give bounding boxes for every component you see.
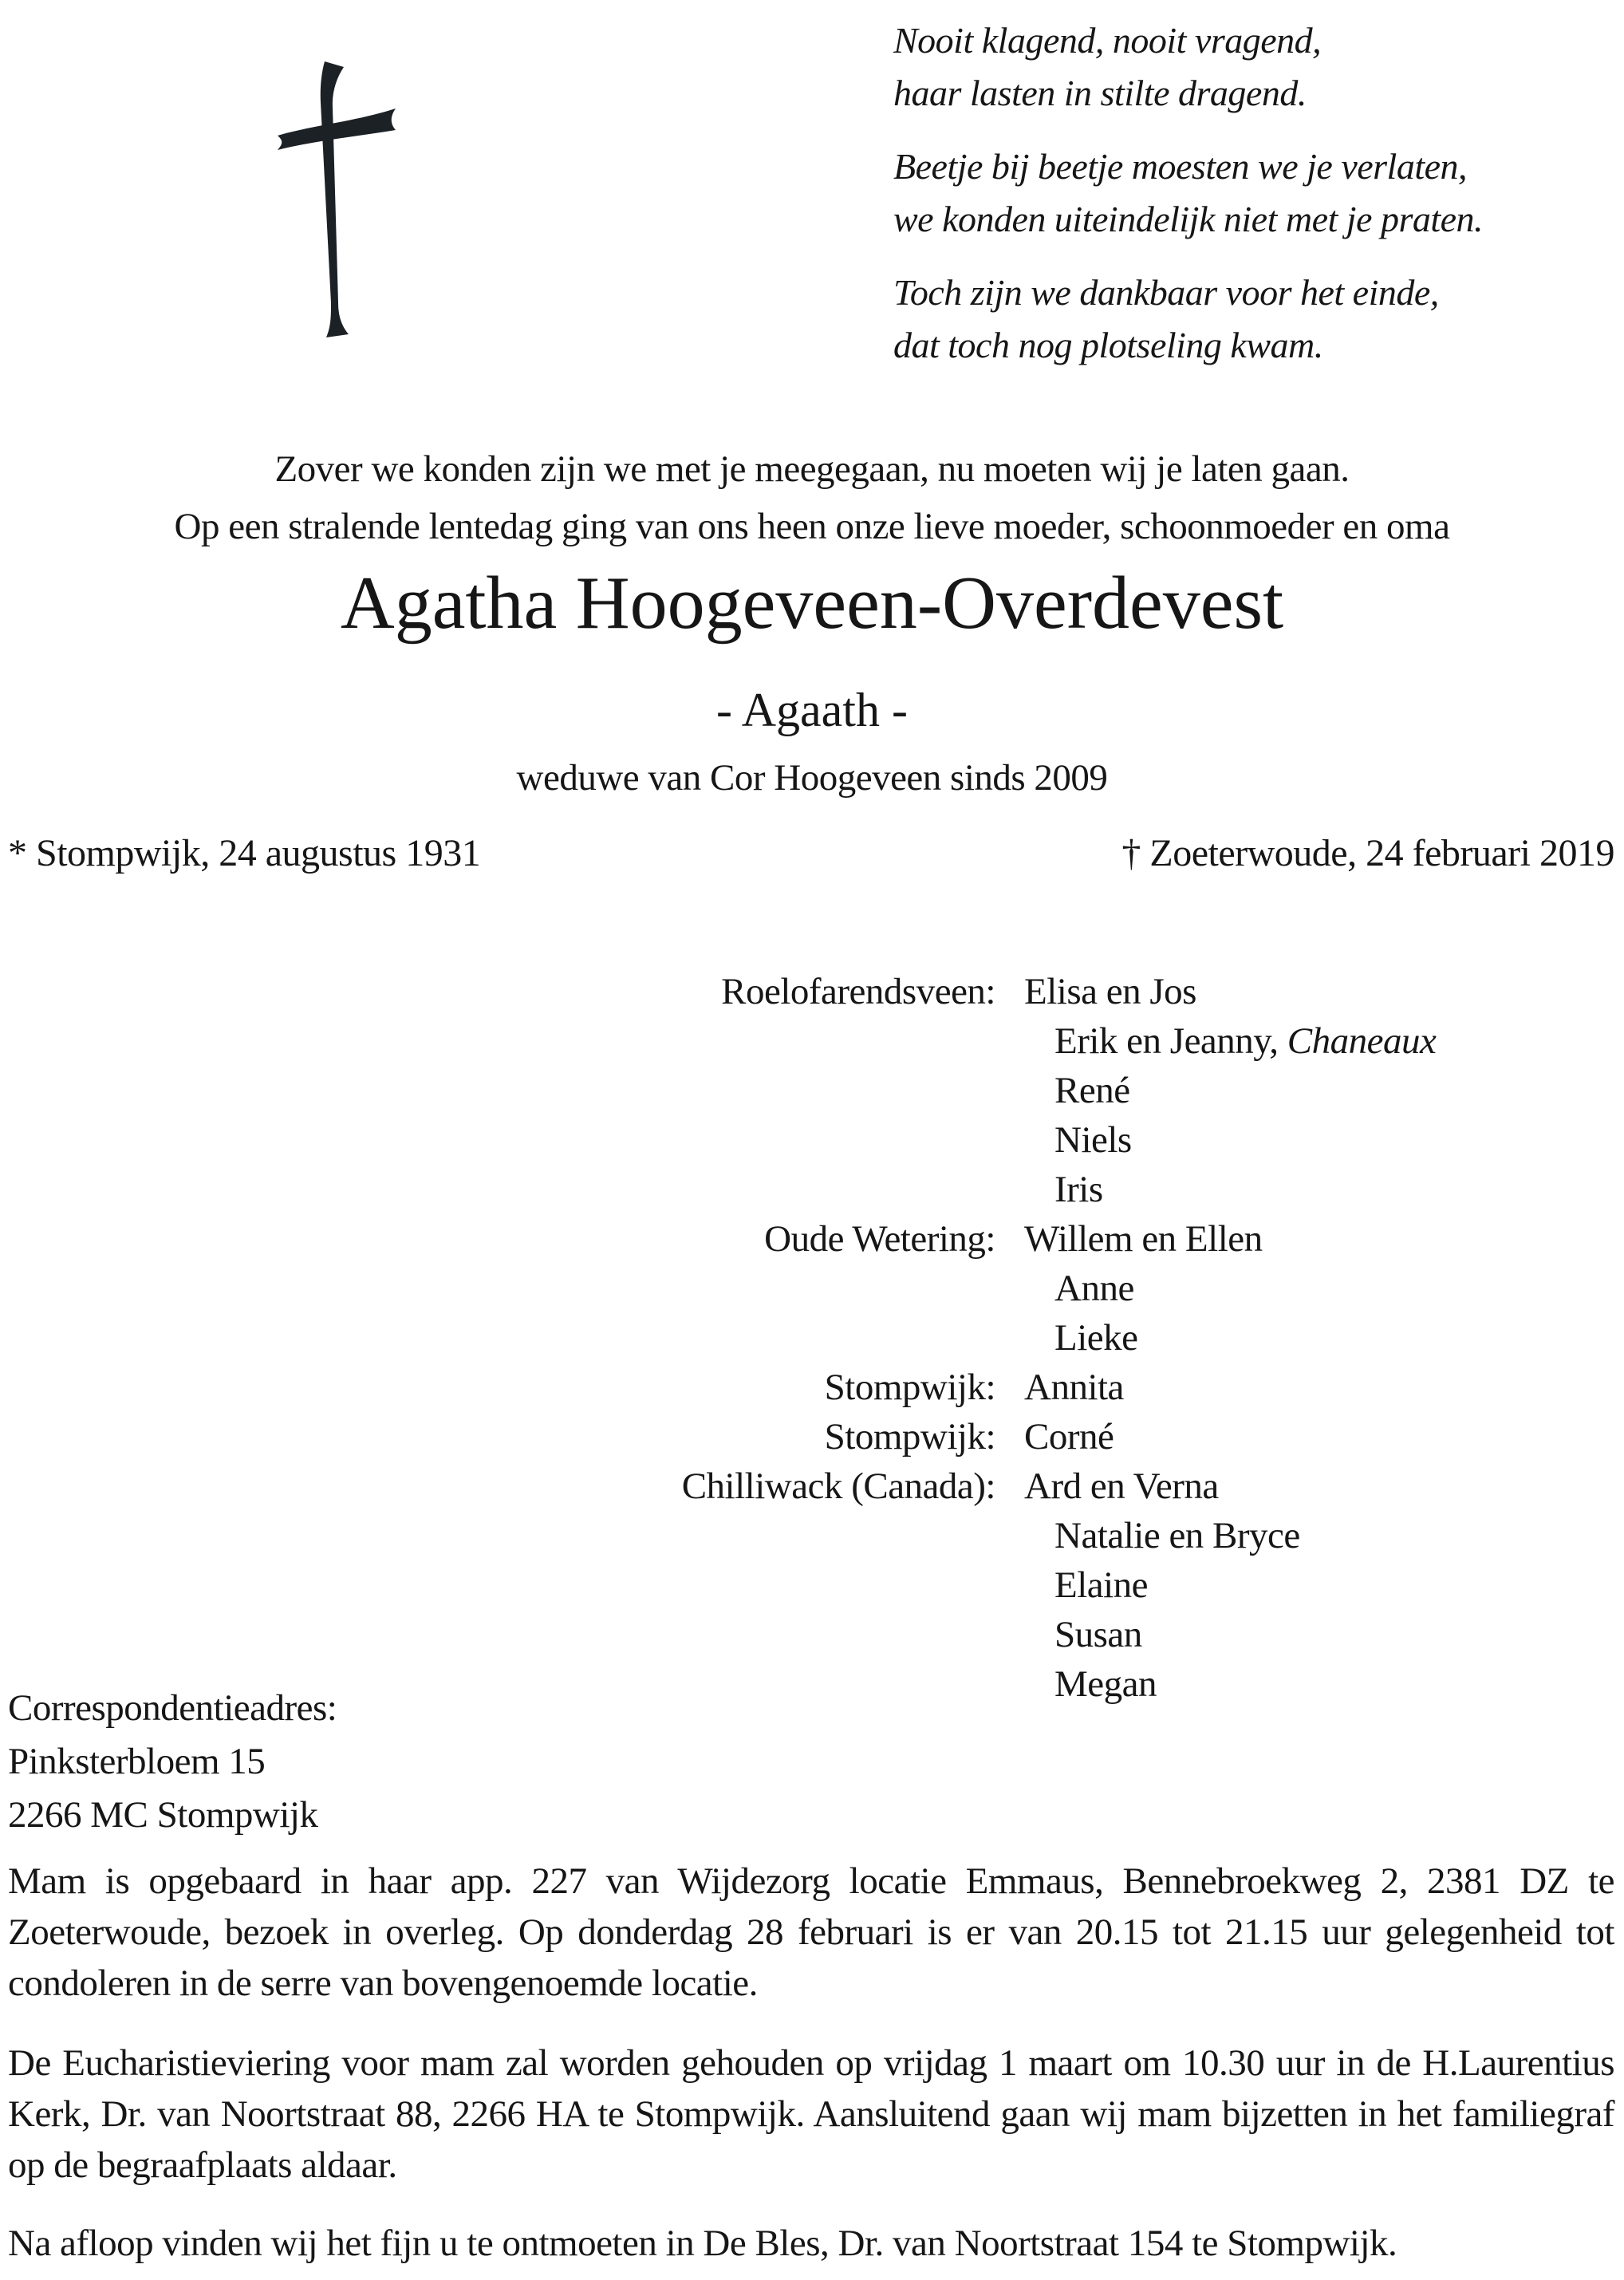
family-row	[0, 1066, 1624, 1115]
family-member-names	[995, 1313, 1624, 1363]
family-member-name: Niels	[1054, 1119, 1132, 1161]
poem-line: Toch zijn we dankbaar voor het einde,	[893, 272, 1439, 313]
announcement-paragraph-service: De Eucharistieviering voor mam zal worden gehouden op vrijdag 1 maart om 10.30 uur in de H.Laurentius Kerk, Dr. van Noortstraat 88, 2266 HA te Stompwijk. Aansluitend gaan wij mam bijzetten in het familiegraf op de begraafplaats aldaar.	[8, 2042, 1614, 2186]
family-place-label	[0, 1560, 995, 1610]
family-row	[0, 1412, 1624, 1461]
family-member-name: Annita	[1024, 1367, 1124, 1408]
family-row	[0, 967, 1624, 1016]
family-member-name: Elisa en Jos	[1024, 971, 1196, 1012]
family-row	[0, 1363, 1624, 1412]
life-dates-row	[8, 831, 1614, 875]
family-row	[0, 1610, 1624, 1659]
intro-text	[0, 440, 1624, 555]
correspondence-line: Pinksterbloem 15	[8, 1741, 266, 1782]
family-place-label	[0, 1165, 995, 1214]
family-member-names	[995, 1214, 1624, 1264]
announcement-paragraph-reception: Na afloop vinden wij het fijn u te ontmoeten in De Bles, Dr. van Noortstraat 154 te Stompwijk.	[8, 2223, 1397, 2264]
family-member-names	[995, 1115, 1624, 1165]
correspondence-heading: Correspondentieadres:	[8, 1687, 337, 1729]
family-row	[0, 1115, 1624, 1165]
family-row	[0, 1560, 1624, 1610]
family-member-names	[995, 1066, 1624, 1115]
deceased-nickname: - Agaath -	[716, 684, 908, 736]
family-row	[0, 1016, 1624, 1066]
family-member-name: Megan	[1054, 1663, 1157, 1705]
family-member-names	[995, 1016, 1624, 1066]
family-member-name-italic: Chaneaux	[1287, 1020, 1437, 1062]
family-member-name: Corné	[1024, 1416, 1114, 1458]
family-row	[0, 1264, 1624, 1313]
family-place-label: Stompwijk:	[824, 1367, 995, 1408]
family-member-names	[995, 1264, 1624, 1313]
family-member-name: Susan	[1054, 1614, 1142, 1655]
family-place-label: Roelofarendsveen:	[721, 971, 995, 1012]
family-place-label	[0, 1264, 995, 1313]
announcement-paragraph-viewing: Mam is opgebaard in haar app. 227 van Wijdezorg locatie Emmaus, Bennebroekweg 2, 2381 DZ te Zoeterwoude, bezoek in overleg. Op donderdag 28 februari is er van 20.15 tot 21.15 uur gelegenheid tot condoleren in de serre van bovengenoemde locatie.	[8, 1860, 1614, 2004]
poem-line: Nooit klagend, nooit vragend,	[893, 20, 1322, 61]
family-place-label: Stompwijk:	[824, 1416, 995, 1458]
family-row	[0, 1313, 1624, 1363]
family-row	[0, 1214, 1624, 1264]
correspondence-line: 2266 MC Stompwijk	[8, 1794, 318, 1836]
family-member-names	[995, 1511, 1624, 1560]
family-row	[0, 1511, 1624, 1560]
poem-stanza	[893, 140, 1483, 246]
family-row	[0, 1165, 1624, 1214]
intro-line: Op een stralende lentedag ging van ons heen onze lieve moeder, schoonmoeder en oma	[174, 506, 1450, 547]
poem-line: haar lasten in stilte dragend.	[893, 73, 1307, 113]
family-member-name: Ard en Verna	[1024, 1465, 1219, 1507]
family-place-label	[0, 1313, 995, 1363]
family-member-name: Elaine	[1054, 1564, 1149, 1606]
correspondence-block	[8, 1682, 337, 1842]
family-place-label	[0, 1511, 995, 1560]
family-place-label: Oude Wetering:	[764, 1218, 995, 1260]
family-list	[0, 967, 1624, 1709]
poem-stanza	[893, 266, 1483, 372]
family-member-names	[995, 1363, 1624, 1412]
family-member-name: Natalie en Bryce	[1054, 1515, 1300, 1556]
widow-line: weduwe van Cor Hoogeveen sinds 2009	[516, 757, 1108, 799]
family-member-names	[995, 1165, 1624, 1214]
family-place-label	[0, 1115, 995, 1165]
death-date: † Zoeterwoude, 24 februari 2019	[1121, 832, 1614, 874]
family-member-name: Lieke	[1054, 1317, 1138, 1359]
family-member-names	[995, 1461, 1624, 1511]
family-member-name: Willem en Ellen	[1024, 1218, 1263, 1260]
family-place-label	[0, 1610, 995, 1659]
memorial-cross-icon	[275, 60, 399, 337]
family-member-name: Anne	[1054, 1268, 1134, 1309]
birth-date: * Stompwijk, 24 augustus 1931	[8, 832, 481, 874]
deceased-name: Agatha Hoogeveen-Overdevest	[340, 562, 1284, 645]
family-member-name: Erik en Jeanny,	[1054, 1020, 1287, 1062]
poem-line: we konden uiteindelijk niet met je praten.	[893, 199, 1484, 239]
family-place-label	[0, 1066, 995, 1115]
family-place-label	[0, 1016, 995, 1066]
family-member-name: Iris	[1054, 1169, 1103, 1210]
family-member-names	[995, 1560, 1624, 1610]
family-place-label: Chilliwack (Canada):	[681, 1465, 995, 1507]
family-member-names	[995, 967, 1624, 1016]
family-member-names	[995, 1412, 1624, 1461]
memorial-poem	[893, 14, 1483, 392]
family-row	[0, 1461, 1624, 1511]
family-member-name: René	[1054, 1070, 1130, 1111]
poem-line: dat toch nog plotseling kwam.	[893, 325, 1323, 365]
poem-stanza	[893, 14, 1483, 120]
family-member-names	[995, 1659, 1624, 1709]
poem-line: Beetje bij beetje moesten we je verlaten,	[893, 146, 1468, 187]
intro-line: Zover we konden zijn we met je meegegaan, nu moeten wij je laten gaan.	[274, 448, 1350, 490]
family-member-names	[995, 1610, 1624, 1659]
